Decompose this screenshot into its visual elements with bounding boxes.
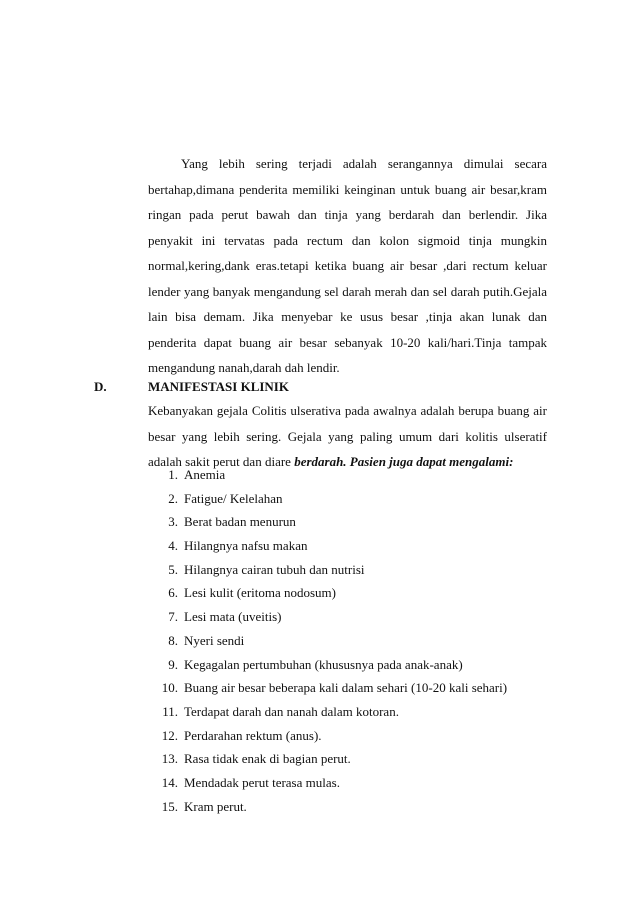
intro-line: Yang lebih sering terjadi adalah serangannya dimulai secara bbox=[181, 156, 547, 171]
list-item bbox=[148, 771, 507, 795]
list-item bbox=[148, 534, 507, 558]
list-item-number: 13. bbox=[161, 751, 178, 767]
section-line: besar yang lebih sering. Gejala yang paling umum dari kolitis ulseratif bbox=[148, 428, 547, 444]
list-item-number: 7. bbox=[168, 609, 178, 625]
list-item bbox=[148, 605, 507, 629]
list-item-text: Nyeri sendi bbox=[184, 632, 245, 648]
list-item-number: 1. bbox=[168, 467, 178, 482]
list-item-number: 8. bbox=[168, 632, 178, 648]
list-item bbox=[148, 724, 507, 748]
list-item-text: Fatigue/ Kelelahan bbox=[184, 490, 283, 506]
list-item-number: 6. bbox=[168, 585, 178, 601]
list-item-number: 11. bbox=[162, 703, 178, 719]
intro-line: mengandung nanah,darah dah lendir. bbox=[148, 360, 340, 375]
list-item bbox=[148, 747, 507, 771]
list-item bbox=[148, 463, 507, 487]
section-title: MANIFESTASI KLINIK bbox=[148, 379, 289, 394]
list-item-text: Hilangnya nafsu makan bbox=[184, 538, 308, 554]
section-line-emphasis: berdarah. Pasien juga dapat mengalami: bbox=[294, 454, 514, 469]
list-item-text: Berat badan menurun bbox=[184, 514, 296, 530]
list-item-text: Mendadak perut terasa mulas. bbox=[184, 774, 340, 790]
list-item-number: 3. bbox=[168, 514, 178, 530]
section-line: Kebanyakan gejala Colitis ulserativa pada awalnya adalah berupa buang air bbox=[148, 403, 547, 418]
list-item-text: Perdarahan rektum (anus). bbox=[184, 727, 322, 743]
list-item-text: Kegagalan pertumbuhan (khususnya pada anak-anak) bbox=[184, 656, 463, 672]
list-item-text: Lesi mata (uveitis) bbox=[184, 609, 282, 625]
list-item bbox=[148, 558, 507, 582]
list-item-text: Lesi kulit (eritoma nodosum) bbox=[184, 585, 337, 601]
list-item-text: Terdapat darah dan nanah dalam kotoran. bbox=[184, 703, 399, 719]
list-item bbox=[148, 653, 507, 677]
intro-line: penyakit ini tervatas pada rectum dan kolon sigmoid tinja mungkin bbox=[148, 232, 547, 248]
list-item-text: Buang air besar beberapa kali dalam sehari (10-20 kali sehari) bbox=[184, 680, 508, 696]
section-line-text: adalah sakit perut dan diare bbox=[148, 454, 295, 469]
intro-line: bertahap,dimana penderita memiliki keinginan untuk buang air besar,kram bbox=[148, 181, 547, 197]
list-item-text: Rasa tidak enak di bagian perut. bbox=[184, 751, 351, 767]
list-item-number: 9. bbox=[168, 656, 178, 672]
list-item bbox=[148, 700, 507, 724]
list-item bbox=[148, 676, 507, 700]
list-item-text: Hilangnya cairan tubuh dan nutrisi bbox=[184, 561, 365, 577]
list-item bbox=[148, 581, 507, 605]
list-item-text: Kram perut. bbox=[184, 798, 247, 814]
intro-line: normal,kering,dank eras.tetapi ketika buang air besar ,dari rectum keluar bbox=[148, 258, 547, 273]
list-item bbox=[148, 510, 507, 534]
intro-line: penderita dapat buang air besar sebanyak 10-20 kali/hari.Tinja tampak bbox=[148, 334, 547, 350]
list-item-number: 10. bbox=[161, 680, 178, 696]
list-item-number: 5. bbox=[168, 561, 178, 577]
intro-line: lain bisa demam. Jika menyebar ke usus besar ,tinja akan lunak dan bbox=[148, 309, 547, 324]
intro-line: lender yang banyak mengandung sel darah merah dan sel darah putih.Gejala bbox=[148, 283, 547, 299]
section-letter: D. bbox=[94, 379, 107, 394]
list-item bbox=[148, 629, 507, 653]
list-item-number: 4. bbox=[168, 538, 178, 554]
list-item bbox=[148, 487, 507, 511]
list-item-number: 15. bbox=[161, 798, 178, 814]
list-item-number: 14. bbox=[161, 774, 178, 790]
intro-paragraph bbox=[148, 151, 547, 381]
list-item-number: 2. bbox=[168, 490, 178, 506]
list-item-text: Anemia bbox=[184, 467, 226, 482]
symptom-list bbox=[148, 463, 507, 818]
list-item bbox=[148, 795, 507, 819]
intro-line: ringan pada perut bawah dan tinja yang berdarah dan berlendir. Jika bbox=[148, 207, 547, 222]
list-item-number: 12. bbox=[161, 727, 178, 743]
